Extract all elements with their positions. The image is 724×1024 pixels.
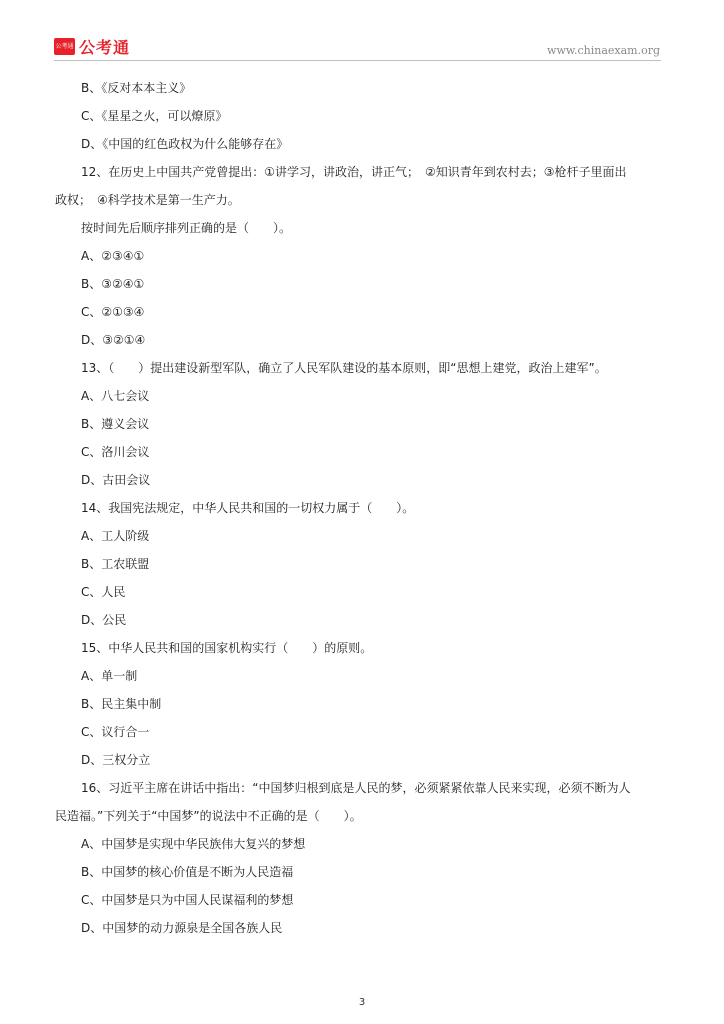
option-line: D、三权分立 [81, 753, 151, 767]
option-line: B、③②④① [81, 277, 145, 291]
question-16-line-1: 16、习近平主席在讲话中指出：“中国梦归根到底是人民的梦，必须紧紧依靠人民来实现，必须不断为人 [81, 781, 631, 795]
option-line: B、工农联盟 [81, 557, 150, 571]
option-line: B、民主集中制 [81, 697, 162, 711]
option-line: C、人民 [81, 585, 126, 599]
option-line: C、议行合一 [81, 725, 150, 739]
question-16-line-2: 民造福。”下列关于“中国梦”的说法中不正确的是（ ）。 [55, 809, 362, 823]
site-url: www.chinaexam.org [547, 44, 660, 57]
page-header [0, 0, 724, 64]
option-line: C、《星星之火，可以燎原》 [81, 109, 228, 123]
question-12-line-3: 按时间先后顺序排列正确的是（ ）。 [81, 221, 292, 235]
question-13: 13、（ ）提出建设新型军队，确立了人民军队建设的基本原则，即“思想上建党，政治上建军”。 [81, 361, 607, 375]
option-line: C、洛川会议 [81, 445, 150, 459]
option-line: A、中国梦是实现中华民族伟大复兴的梦想 [81, 837, 306, 851]
option-line: D、古田会议 [81, 473, 151, 487]
option-line: B、《反对本本主义》 [81, 81, 192, 95]
option-line: B、中国梦的核心价值是不断为人民造福 [81, 865, 294, 879]
option-line: B、遵义会议 [81, 417, 150, 431]
question-12-line-2: 政权； ④科学技术是第一生产力。 [55, 193, 240, 207]
header-divider [54, 60, 661, 61]
option-line: D、中国梦的动力源泉是全国各族人民 [81, 921, 283, 935]
page-number: 3 [358, 997, 366, 1008]
option-line: A、②③④① [81, 249, 145, 263]
option-line: D、《中国的红色政权为什么能够存在》 [81, 137, 289, 151]
option-line: D、③②①④ [81, 333, 146, 347]
question-12-line-1: 12、在历史上中国共产党曾提出：①讲学习，讲政治，讲正气； ②知识青年到农村去；③枪杆子里面出 [81, 165, 627, 179]
option-line: A、八七会议 [81, 389, 150, 403]
option-line: C、②①③④ [81, 305, 145, 319]
logo-mark: 公考通 [54, 38, 75, 55]
question-14: 14、我国宪法规定，中华人民共和国的一切权力属于（ ）。 [81, 501, 415, 515]
option-line: A、单一制 [81, 669, 138, 683]
question-15: 15、中华人民共和国的国家机构实行（ ）的原则。 [81, 641, 373, 655]
document-body [55, 74, 670, 942]
option-line: C、中国梦是只为中国人民谋福利的梦想 [81, 893, 294, 907]
logo-text: 公考通 [79, 38, 131, 57]
option-line: A、工人阶级 [81, 529, 150, 543]
option-line: D、公民 [81, 613, 127, 627]
logo [54, 35, 130, 58]
